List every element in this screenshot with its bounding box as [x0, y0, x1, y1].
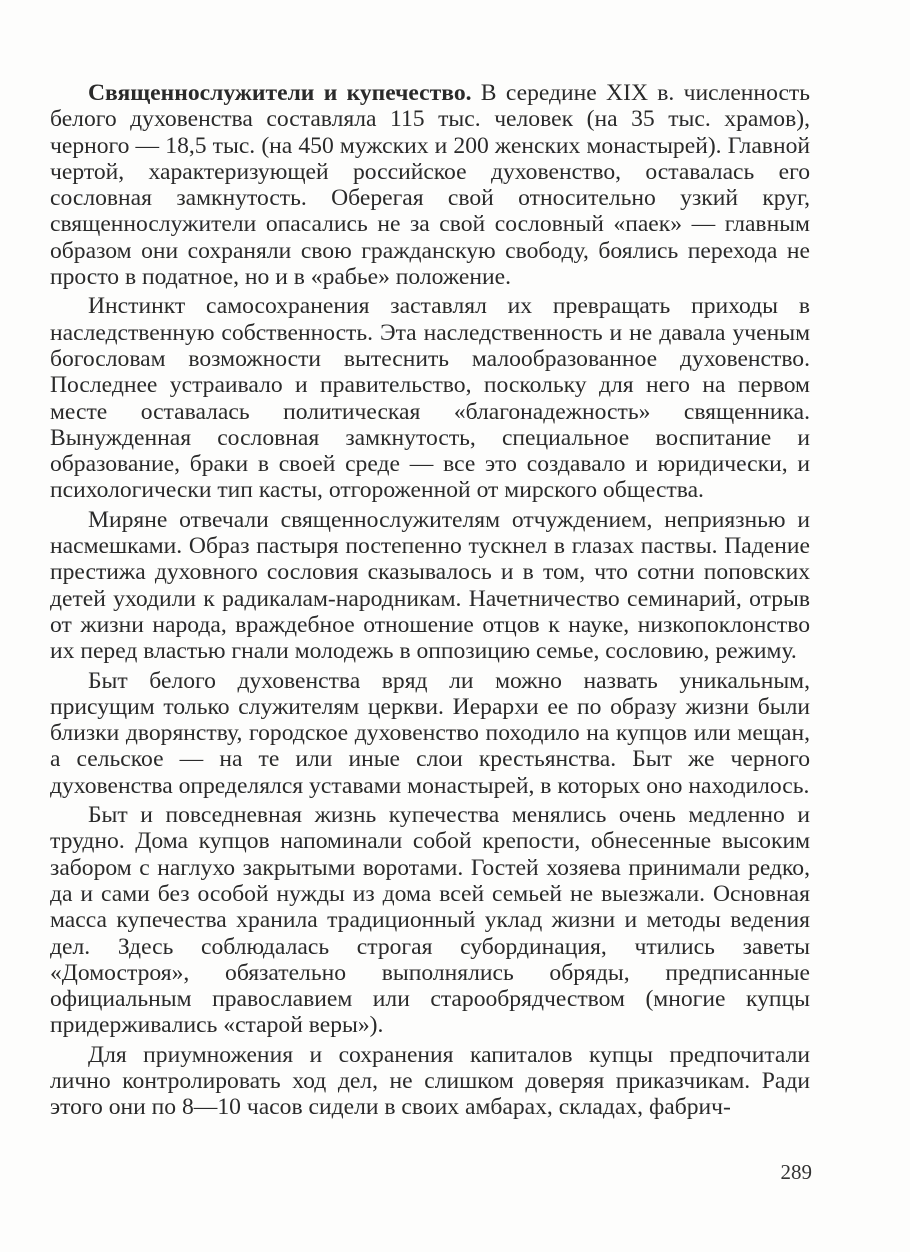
body-text — [50, 80, 810, 1121]
page-number: 289 — [780, 1160, 812, 1184]
section-heading: Священнослужители и купечество. — [88, 80, 472, 106]
paragraph-4: Быт белого духовенства вряд ли можно назвать уникальным, присущим только служителям церкви. Иерархи ее по образу жизни были близки дворянству, городское духовенство походило на купцов или мещан, а сельское — на те или иные слои крестьянства. Быт же черного духовенства определялся уставами монастырей, в которых оно находилось. — [50, 667, 810, 799]
paragraph-6: Для приумножения и сохранения капиталов купцы предпочитали лично контролировать ход дел, не слишком доверяя приказчикам. Ради этого они по 8—10 часов сидели в своих амбарах, складах, фабрич- — [50, 1041, 810, 1121]
paragraph-1 — [50, 80, 810, 290]
paragraph-1-text: В середине XIX в. численность белого духовенства составляла 115 тыс. человек (на 35 тыс. храмов), черного — 18,5 тыс. (на 450 мужских и 200 женских монастырей). Главной чертой, характеризующей российское духовенство, оставалась его сословная замкнутость. Оберегая свой относительно узкий круг, священнослужители опасались не за свой сословный «паек» — главным образом они сохраняли свою гражданскую свободу, боялись перехода не просто в податное, но и в «рабье» положение. — [50, 80, 810, 291]
paragraph-5: Быт и повседневная жизнь купечества менялись очень медленно и трудно. Дома купцов напоминали собой крепости, обнесенные высоким забором с наглухо закрытыми воротами. Гостей хозяева принимали редко, да и сами без особой нужды из дома всей семьей не выезжали. Основная масса купечества хранила традиционный уклад жизни и методы ведения дел. Здесь соблюдалась строгая субординация, чтились заветы «Домостроя», обязательно выполнялись обряды, предписанные официальным православием или старообрядчеством (многие купцы придерживались «старой веры»). — [50, 802, 810, 1039]
paragraph-3: Миряне отвечали священнослужителям отчуждением, неприязнью и насмешками. Образ пастыря постепенно тускнел в глазах паствы. Падение престижа духовного сословия сказывалось и в том, что сотни поповских детей уходили к радикалам-народникам. Начетничество семинарий, отрыв от жизни народа, враждебное отношение отцов к науке, низкопоклонство их перед властью гнали молодежь в оппозицию семье, сословию, режиму. — [50, 506, 810, 665]
paragraph-2: Инстинкт самосохранения заставлял их превращать приходы в наследственную собственность. Эта наследственность и не давала ученым богословам возможности вытеснить малообразованное духовенство. Последнее устраивало и правительство, поскольку для него на первом месте оставалась политическая «благонадежность» священника. Вынужденная сословная замкнутость, специальное воспитание и образование, браки в своей среде — все это создавало и юридически, и психологически тип касты, отгороженной от мирского общества. — [50, 293, 810, 504]
